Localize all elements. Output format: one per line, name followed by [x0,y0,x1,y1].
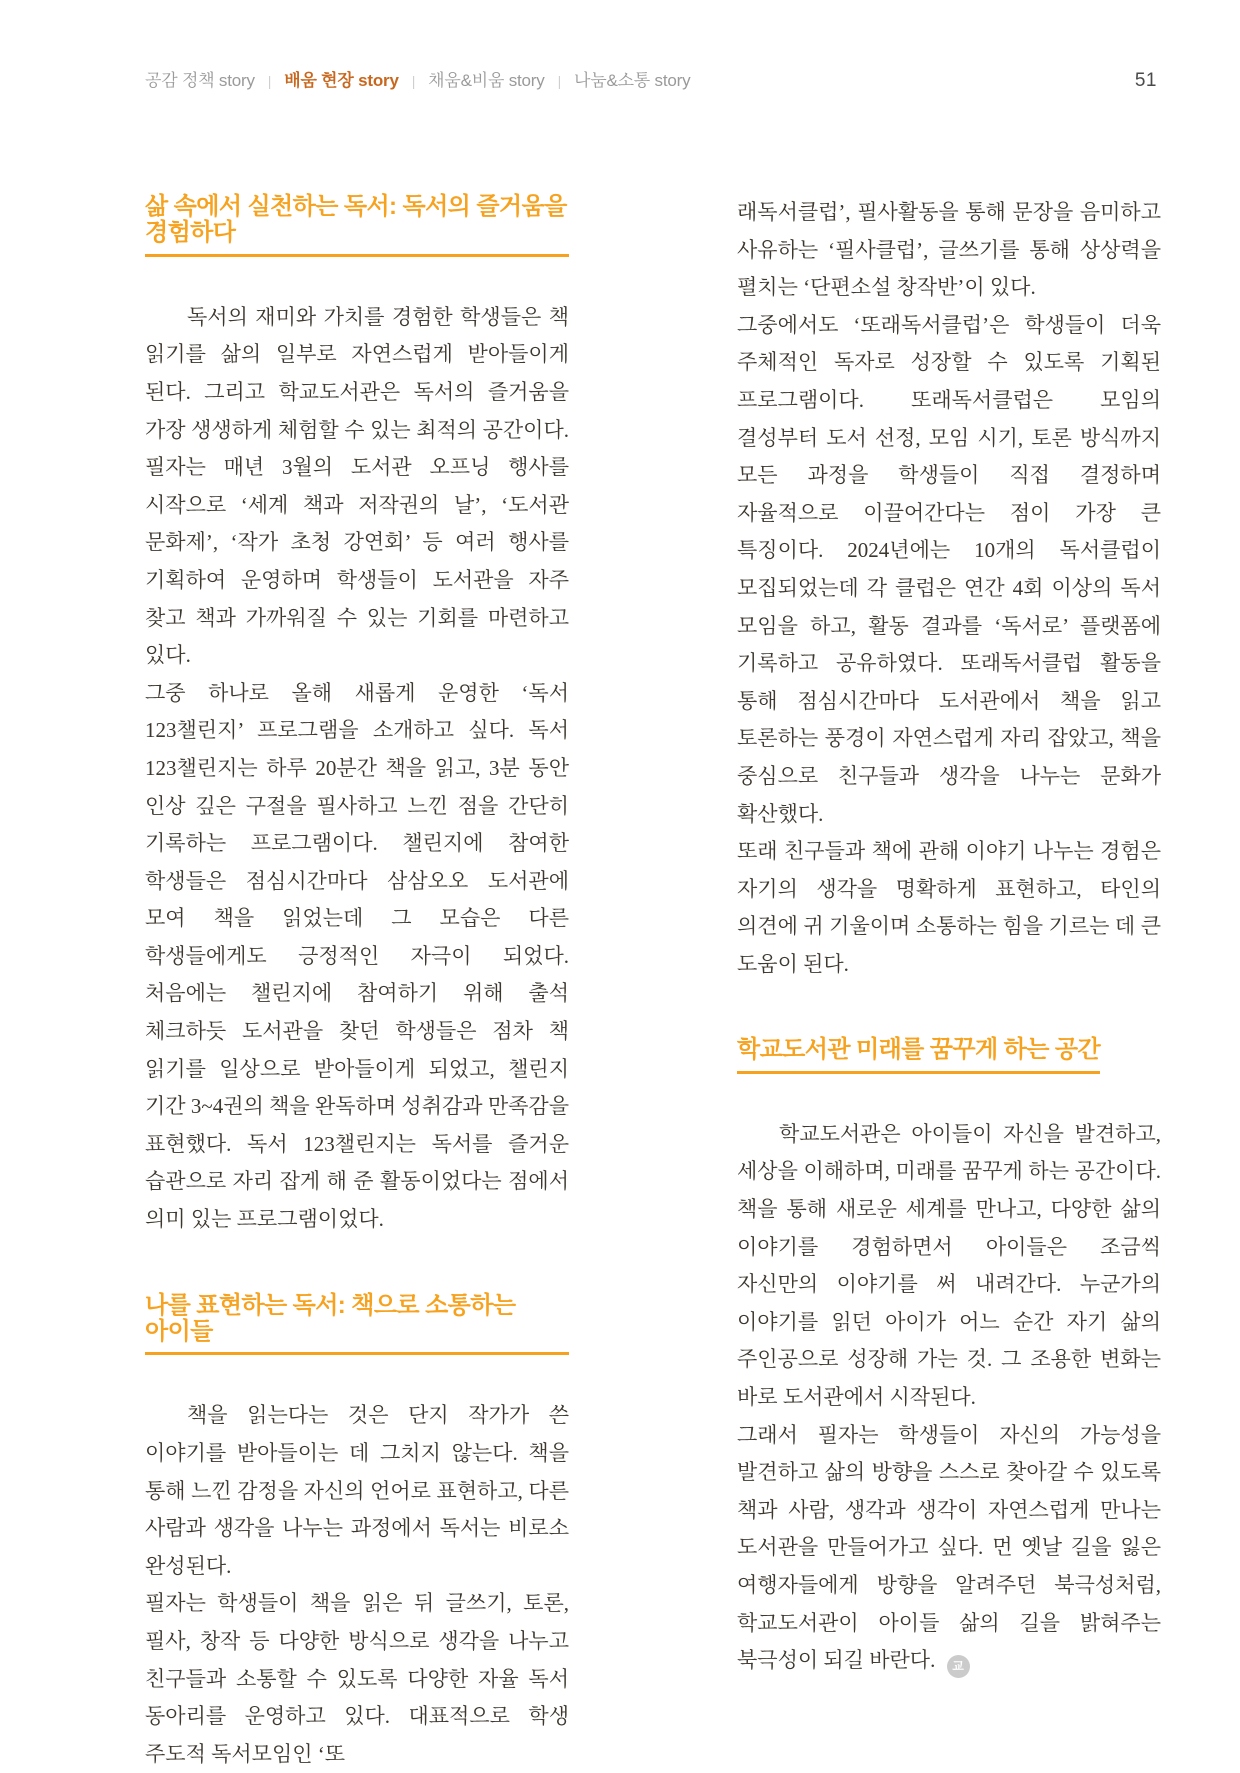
nav-item-chaeum-bium[interactable]: 채움&비움 story [428,71,545,90]
paragraph: 래독서클럽’, 필사활동을 통해 문장을 음미하고 사유하는 ‘필사클럽’, 글쓰기를 통해 상상력을 펼치는 ‘단편소설 창작반’이 있다. [737,200,1161,300]
section-heading-text: 삶 속에서 실천하는 독서: 독서의 즐거움을 경험하다 [145,194,569,257]
left-column [145,194,569,1773]
section-heading-text: 학교도서관 미래를 꿈꾸게 하는 공간 [737,1037,1100,1073]
paragraph: 그중 하나로 올해 새롭게 운영한 ‘독서 123챌린지’ 프로그램을 소개하고 싶다. 독서 123챌린지는 하루 20분간 책을 읽고, 3분 동안 인상 깊은 구절을 필사하고 느낀 점을 간단히 기록하는 프로그램이다. 챌린지에 참여한 학생들은 점심시간마다 삼삼오오 도서관에 모여 책을 읽었는데 그 모습은 다른 학생들에게도 긍정적인 자극이 되었다. 처음에는 챌린지에 참여하기 위해 출석 체크하듯 도서관을 찾던 학생들은 점차 책 읽기를 일상으로 받아들이게 되었고, 챌린지 기간 3~4권의 책을 완독하며 성취감과 만족감을 표현했다. 독서 123챌린지는 독서를 즐거운 습관으로 자리 잡게 해 준 활동이었다는 점에서 의미 있는 프로그램이었다. [145,680,569,1232]
nav-item-baeum-hyeonjang-active[interactable]: 배움 현장 story [284,71,399,90]
nav-item-nanum-sotong[interactable]: 나눔&소통 story [574,71,691,90]
paragraph: 또래 친구들과 책에 관해 이야기 나누는 경험은 자기의 생각을 명확하게 표현하고, 타인의 의견에 귀 기울이며 소통하는 힘을 기르는 데 큰 도움이 된다. [737,839,1161,976]
paragraph [737,1417,1161,1680]
section-heading-expressive-reading [145,1293,569,1356]
nav-separator: | [411,73,416,89]
end-of-article-badge-icon: 교 [947,1655,970,1678]
paragraph-text: 그래서 필자는 학생들이 자신의 가능성을 발견하고 삶의 방향을 스스로 찾아갈 수 있도록 책과 사람, 생각과 생각이 자연스럽게 만나는 도서관을 만들어가고 싶다. 먼 옛날 길을 잃은 여행자들에게 방향을 알려주던 북극성처럼, 학교도서관이 아이들 삶의 길을 밝혀주는 북극성이 되길 바란다. [737,1422,1161,1673]
section-heading-library-dream-space [737,1037,1161,1073]
right-column [737,194,1161,1680]
paragraph: 독서의 재미와 가치를 경험한 학생들은 책 읽기를 삶의 일부로 자연스럽게 받아들이게 된다. 그리고 학교도서관은 독서의 즐거움을 가장 생생하게 체험할 수 있는 최적의 공간이다. 필자는 매년 3월의 도서관 오프닝 행사를 시작으로 ‘세계 책과 저작권의 날’, ‘도서관 문화제’, ‘작가 초청 강연회’ 등 여러 행사를 기획하여 운영하며 학생들이 도서관을 자주 찾고 책과 가까워질 수 있는 기회를 마련하고 있다. [145,304,569,668]
nav-item-gonggam-policy[interactable]: 공감 정책 story [145,71,255,90]
section-heading-text: 나를 표현하는 독서: 책으로 소통하는 아이들 [145,1293,569,1356]
paragraph: 책을 읽는다는 것은 단지 작가가 쓴 이야기를 받아들이는 데 그치지 않는다. 책을 통해 느낀 감정을 자신의 언어로 표현하고, 다른 사람과 생각을 나누는 과정에서 독서는 비로소 완성된다. [145,1403,569,1578]
nav-separator: | [557,73,561,89]
section-heading-reading-in-life [145,194,569,257]
paragraph: 그중에서도 ‘또래독서클럽’은 학생들이 더욱 주체적인 독자로 성장할 수 있도록 기획된 프로그램이다. 또래독서클럽은 모임의 결성부터 도서 선정, 모임 시기, 토론 방식까지 모든 과정을 학생들이 직접 결정하며 자율적으로 이끌어간다는 점이 가장 큰 특징이다. 2024년에는 10개의 독서클럽이 모집되었는데 각 클럽은 연간 4회 이상의 독서 모임을 하고, 활동 결과를 ‘독서로’ 플랫폼에 기록하고 공유하였다. 또래독서클럽 활동을 통해 점심시간마다 도서관에서 책을 읽고 토론하는 풍경이 자연스럽게 자리 잡았고, 책을 중심으로 친구들과 생각을 나누는 문화가 확산했다. [737,312,1161,826]
page-header [145,66,1157,92]
paragraph: 필자는 학생들이 책을 읽은 뒤 글쓰기, 토론, 필사, 창작 등 다양한 방식으로 생각을 나누고 친구들과 소통할 수 있도록 다양한 자율 독서 동아리를 운영하고 있다. 대표적으로 학생 주도적 독서모임인 ‘또 [145,1591,569,1766]
page-number: 51 [1134,70,1157,91]
nav-separator: | [267,73,272,89]
paragraph: 학교도서관은 아이들이 자신을 발견하고, 세상을 이해하며, 미래를 꿈꾸게 하는 공간이다. 책을 통해 새로운 세계를 만나고, 다양한 삶의 이야기를 경험하면서 아이들은 조금씩 자신만의 이야기를 써 내려간다. 누군가의 이야기를 읽던 아이가 어느 순간 자기 삶의 주인공으로 성장해 가는 것. 그 조용한 변화는 바로 도서관에서 시작된다. [737,1121,1161,1410]
